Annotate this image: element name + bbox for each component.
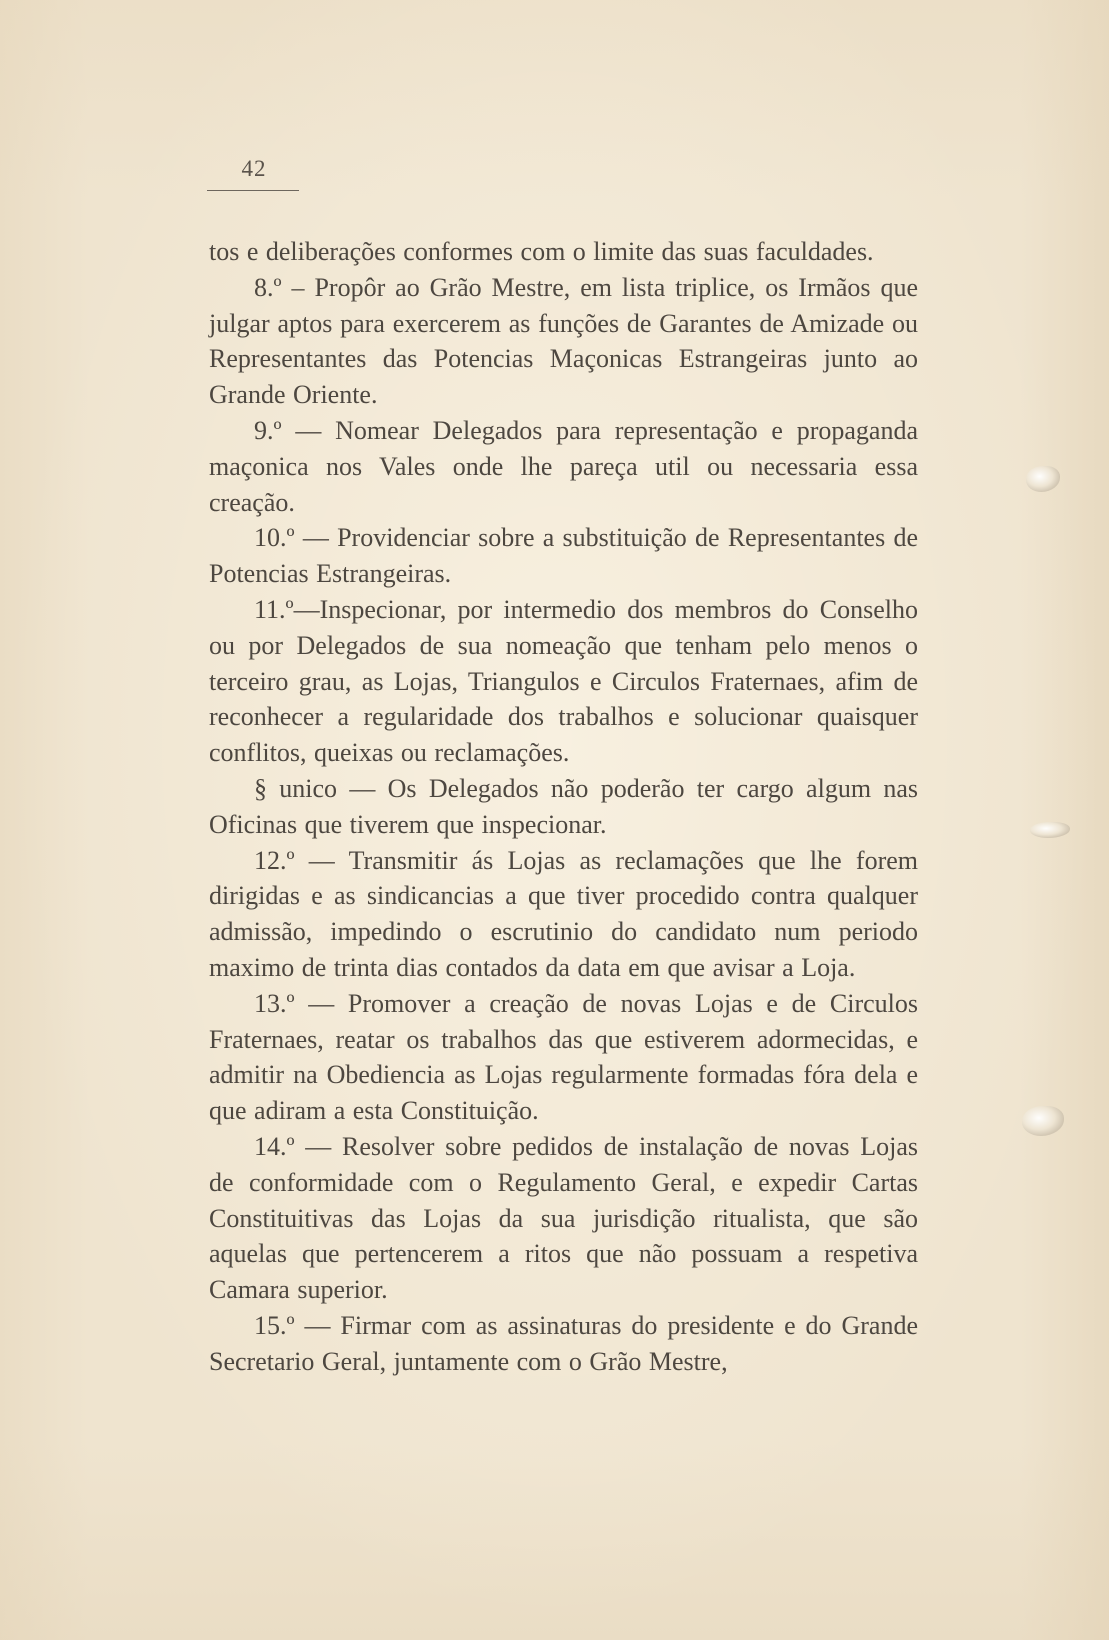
- paper-damage-mark: [1022, 1106, 1064, 1136]
- page-number-rule: [207, 190, 299, 191]
- paragraph-item-13: 13.º — Promover a creação de novas Lojas e de Circulos Fraternaes, reatar os trabalhos das que estiverem adormecidas, e admitir na Obediencia as Lojas regularmente formadas fóra dela e que adiram a esta Constituição.: [209, 988, 918, 1126]
- paragraph-item-10: 10.º — Providenciar sobre a substituição de Representantes de Potencias Estrangeiras.: [209, 523, 918, 589]
- paper-damage-mark: [1030, 822, 1070, 838]
- paragraph-item-15: 15.º — Firmar com as assinaturas do presidente e do Grande Secretario Geral, juntamente com o Grão Mestre,: [209, 1310, 918, 1376]
- paragraph-item-11: 11.º—Inspecionar, por intermedio dos membros do Conselho ou por Delegados de sua nomeação que tenham pelo menos o terceiro grau, as Lojas, Triangulos e Circulos Fraternaes, afim de reconhecer a regularidade dos trabalhos e solucionar quaisquer conflitos, queixas ou reclamações.: [209, 594, 918, 768]
- paper-damage-mark: [1026, 466, 1060, 492]
- paragraph-continuation: tos e deliberações conformes com o limite das suas faculdades.: [209, 237, 874, 266]
- paragraph-item-14: 14.º — Resolver sobre pedidos de instalação de novas Lojas de conformidade com o Regulamento Geral, e expedir Cartas Constituitivas das Lojas da sua jurisdição ritualista, que são aquelas que pertencerem a ritos que não possuam a respetiva Camara superior.: [209, 1131, 918, 1305]
- paragraph-single-section: § unico — Os Delegados não poderão ter cargo algum nas Oficinas que tiverem que inspecionar.: [209, 773, 918, 839]
- paragraph-item-8: 8.º – Propôr ao Grão Mestre, em lista triplice, os Irmãos que julgar aptos para exercerem as funções de Garantes de Amizade ou Representantes das Potencias Maçonicas Estrangeiras junto ao Grande Oriente.: [209, 272, 918, 410]
- body-text: [209, 234, 918, 1380]
- paragraph-item-9: 9.º — Nomear Delegados para representação e propaganda maçonica nos Vales onde lhe pareça util ou necessaria essa creação.: [209, 415, 918, 517]
- page-number: 42: [241, 156, 267, 181]
- paragraph-item-12: 12.º — Transmitir ás Lojas as reclamações que lhe forem dirigidas e as sindicancias a que tiver procedido contra qualquer admissão, impedindo o escrutinio do candidato num periodo maximo de trinta dias contados da data em que avisar a Loja.: [209, 845, 918, 982]
